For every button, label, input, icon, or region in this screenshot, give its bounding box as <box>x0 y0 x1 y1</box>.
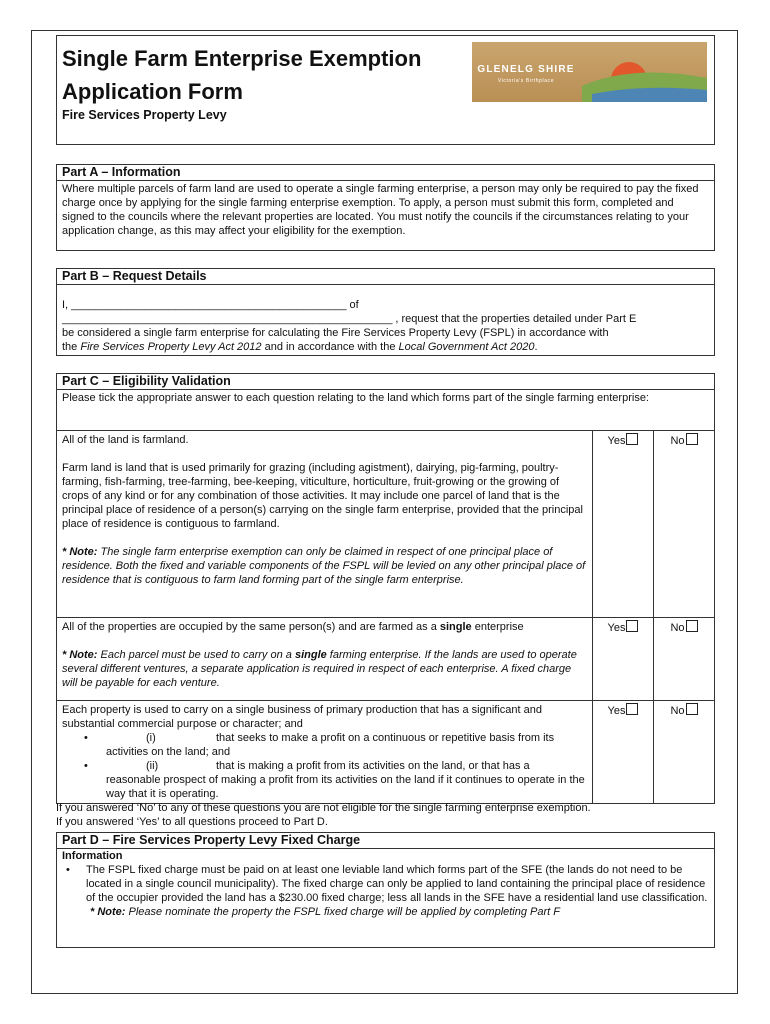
logo-name: GLENELG SHIRE <box>477 64 575 75</box>
q3-item-1: • (i) that seeks to make a profit on a continuous or repetitive basis from its activities on the land; and <box>84 732 555 758</box>
glenelg-shire-logo <box>472 42 707 102</box>
part-d-note: * Note: Please nominate the property the FSPL fixed charge will be applied by completing Part F <box>90 906 560 918</box>
q1-note: * Note: The single farm enterprise exemption can only be claimed in respect of one principal place of residence. Both the fixed and variable components of the FSPL will be levied on any other principal place of residence that is contiguous to farm land forming part of the single farm enterprise. <box>62 546 586 586</box>
q3-yes-checkbox[interactable] <box>626 703 638 715</box>
q1-no-cell: No <box>654 431 715 618</box>
q3-item-2: • (ii) that is making a profit from its activities on the land, or that has a reasonable prospect of making a profit from its activities on the land if it continues to operate in the way that it is operating. <box>84 760 585 800</box>
q3-question: Each property is used to carry on a single business of primary production that has a significant and substantial commercial purpose or character; and <box>62 704 542 730</box>
part-b-heading: Part B – Request Details <box>57 269 714 285</box>
part-d-section <box>56 832 715 948</box>
question-row-2 <box>57 618 715 701</box>
part-d-subheading: Information <box>62 850 123 862</box>
ineligible-note: If you answered ‘No’ to any of these questions you are not eligible for the single farming enterprise exemption. <box>56 802 591 814</box>
question-row-1 <box>57 431 715 618</box>
q1-question: All of the land is farmland. <box>62 434 189 446</box>
proceed-note: If you answered ‘Yes’ to all questions proceed to Part D. <box>56 816 328 828</box>
part-d-heading: Part D – Fire Services Property Levy Fixed Charge <box>57 833 714 849</box>
part-c-intro: Please tick the appropriate answer to each question relating to the land which forms part of the single farming enterprise: <box>62 392 649 404</box>
request-text: be considered a single farm enterprise for calculating the Fire Services Property Levy (FSPL) in accordance with <box>62 327 609 339</box>
form-title: Single Farm Enterprise Exemption Application Form <box>62 46 422 104</box>
form-subtitle: Fire Services Property Levy <box>62 108 227 122</box>
logo-tagline: Victoria's Birthplace <box>497 78 555 84</box>
applicant-name-line[interactable]: I, _____________________________________________ of <box>62 299 359 311</box>
q2-note: * Note: Each parcel must be used to carry on a single farming enterprise. If the lands are used to operate several different ventures, a separate application is required in respect of each enterprise. A fixed charge will be payable for each venture. <box>62 649 577 689</box>
q2-yes-cell: Yes <box>593 618 654 701</box>
q2-question: All of the properties are occupied by the same person(s) and are farmed as a single enterprise <box>62 621 524 633</box>
legislation-text: the Fire Services Property Levy Act 2012 and in accordance with the Local Government Act 2020. <box>62 341 538 353</box>
q3-yes-cell: Yes <box>593 701 654 804</box>
eligibility-table <box>56 430 715 804</box>
question-row-3 <box>57 701 715 804</box>
q2-no-checkbox[interactable] <box>686 620 698 632</box>
part-c-heading: Part C – Eligibility Validation <box>57 374 714 390</box>
q1-no-checkbox[interactable] <box>686 433 698 445</box>
q2-no-cell: No <box>654 618 715 701</box>
part-a-body: Where multiple parcels of farm land are used to operate a single farming enterprise, a person may only be required to pay the fixed charge once by applying for the single farming enterprise exemption. To apply, a person must submit this form, completed and signed to the councils where the relevant properties are located. You must notify the councils if the circumstances relating to your application change, as this may affect your eligibility for the exemption. <box>62 183 699 237</box>
q3-no-cell: No <box>654 701 715 804</box>
applicant-address-line[interactable]: ______________________________________________________ , request that the properties detailed under Part E <box>62 313 637 325</box>
fspl-act: Fire Services Property Levy Act 2012 <box>80 341 262 353</box>
part-a-section <box>56 164 715 251</box>
part-a-heading: Part A – Information <box>57 165 714 181</box>
part-c-section <box>56 373 715 431</box>
q1-yes-checkbox[interactable] <box>626 433 638 445</box>
q1-detail: Farm land is land that is used primarily for grazing (including agistment), dairying, pig-farming, poultry-farming, fish-farming, tree-farming, bee-keeping, viticulture, horticulture, fruit-growing or the growing of crops of any kind or for any combination of those activities. It may include one parcel of land that is the principal place of residence of a person(s) carrying on the single farm enterprise, provided that the principal place of residence is contiguous to farmland. <box>62 462 583 530</box>
part-d-bullet: • The FSPL fixed charge must be paid on at least one leviable land which forms part of the SFE (the lands do not need to be located in a single council municipality). The fixed charge can only be applied to land containing the principal place of residence of the occupier provided the land has a $230.00 fixed charge; less all lands in the SFE have a residential land use classification. <box>66 864 708 904</box>
part-b-section <box>56 268 715 356</box>
q1-yes-cell: Yes <box>593 431 654 618</box>
lg-act: Local Government Act 2020 <box>398 341 535 353</box>
q2-yes-checkbox[interactable] <box>626 620 638 632</box>
q3-no-checkbox[interactable] <box>686 703 698 715</box>
